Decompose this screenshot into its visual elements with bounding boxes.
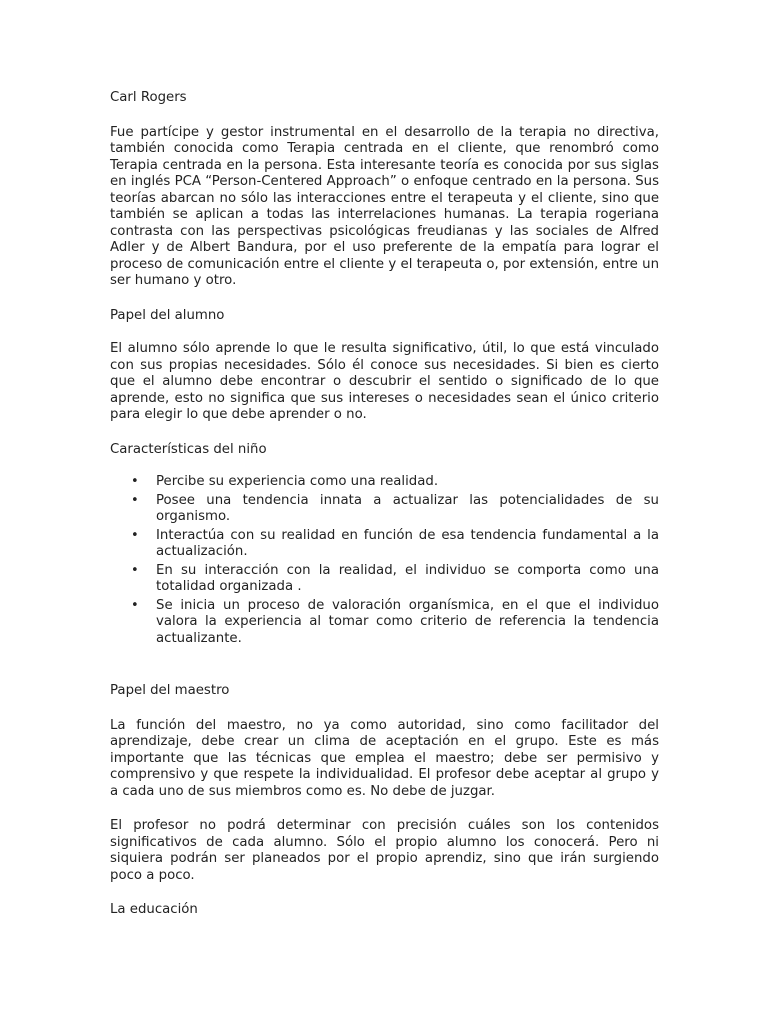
intro-paragraph: Fue partícipe y gestor instrumental en el desarrollo de la terapia no directiva, también conocida como Terapia centrada en el cliente, que renombró como Terapia centrada en la persona. Esta interesante teoría es conocida por sus siglas en inglés PCA “Person-Centered Approach” o enfoque centrado en la persona. Sus teorías abarcan no sólo las interacciones entre el terapeuta y el cliente, sino que también se aplican a todas las interrelaciones humanas. La terapia rogeriana contrasta con las perspectivas psicológicas freudianas y las sociales de Alfred Adler y de Albert Bandura, por el uso preferente de la empatía para lograr el proceso de comunicación entre el cliente y el terapeuta o, por extensión, entre un ser humano y otro. xyxy=(110,124,659,288)
list-item xyxy=(110,598,659,648)
list-item xyxy=(110,493,659,526)
list-item-text: Se inicia un proceso de valoración organísmica, en el que el individuo valora la experiencia al tomar como criterio de referencia la tendencia actualizante. xyxy=(156,597,659,646)
spacer xyxy=(110,107,659,125)
list-item xyxy=(110,528,659,561)
paragraph-papel-maestro-2: El profesor no podrá determinar con precisión cuáles son los contenidos significativos de cada alumno. Sólo el propio alumno los conocerá. Pero ni siquiera podrán ser planeados por el propio aprendiz, sino que irán surgiendo poco a poco. xyxy=(110,818,659,883)
heading-papel-maestro: Papel del maestro xyxy=(110,683,230,698)
paragraph-papel-maestro-1: La función del maestro, no ya como autoridad, sino como facilitador del aprendizaje, debe crear un clima de aceptación en el grupo. Este es más importante que las técnicas que emplea el maestro; debe ser permisivo y comprensivo y que respete la individualidad. El profesor debe aceptar al grupo y a cada uno de sus miembros como es. No debe de juzgar. xyxy=(110,717,659,799)
list-item xyxy=(110,474,659,491)
list-item xyxy=(110,563,659,596)
heading-caracteristicas-nino: Características del niño xyxy=(110,441,267,457)
spacer xyxy=(110,800,659,818)
bullet-icon: • xyxy=(131,597,139,613)
spacer xyxy=(110,700,659,718)
bullet-list-caracteristicas xyxy=(110,474,659,647)
spacer xyxy=(110,649,659,683)
spacer xyxy=(110,290,659,308)
bullet-icon: • xyxy=(131,562,139,578)
spacer xyxy=(110,424,659,442)
heading-la-educacion: La educación xyxy=(110,902,198,917)
spacer xyxy=(110,884,659,902)
bullet-icon: • xyxy=(131,474,139,489)
paragraph-papel-alumno: El alumno sólo aprende lo que le resulta significativo, útil, lo que está vinculado con sus propias necesidades. Sólo él conoce sus necesidades. Si bien es cierto que el alumno debe encontrar o descubrir el sentido o significado de lo que aprende, esto no significa que sus intereses o necesidades sean el único criterio para elegir lo que debe aprender o no. xyxy=(110,341,659,422)
list-item-text: Interactúa con su realidad en función de esa tendencia fundamental a la actualización. xyxy=(156,527,659,559)
spacer xyxy=(110,458,659,474)
list-item-text: Posee una tendencia innata a actualizar las potencialidades de su organismo. xyxy=(156,492,659,524)
list-item-text: En su interacción con la realidad, el individuo se comporta como una totalidad organizada . xyxy=(156,562,659,594)
heading-papel-alumno: Papel del alumno xyxy=(110,307,225,323)
bullet-icon: • xyxy=(131,492,139,508)
list-item-text: Percibe su experiencia como una realidad. xyxy=(156,474,439,489)
document-page xyxy=(110,90,659,919)
document-title: Carl Rogers xyxy=(110,90,187,105)
spacer xyxy=(110,324,659,341)
bullet-icon: • xyxy=(131,527,139,543)
